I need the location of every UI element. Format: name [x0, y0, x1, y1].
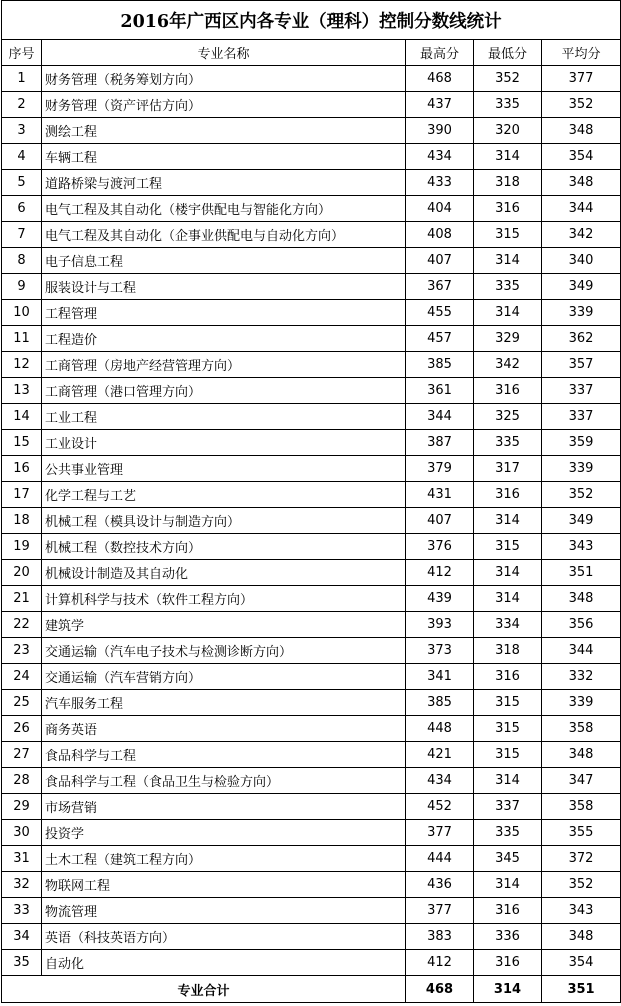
max-score: 457: [406, 326, 474, 352]
row-index: 18: [2, 508, 42, 534]
avg-score: 339: [542, 456, 621, 482]
major-name: 交通运输（汽车营销方向）: [42, 664, 406, 690]
max-score: 468: [406, 66, 474, 92]
max-score: 455: [406, 300, 474, 326]
max-score: 444: [406, 846, 474, 872]
table-row: [2, 950, 621, 976]
row-index: 17: [2, 482, 42, 508]
table-title: 2016年广西区内各专业（理科）控制分数线统计: [2, 1, 621, 40]
row-index: 10: [2, 300, 42, 326]
min-score: 345: [474, 846, 542, 872]
header-avg: 平均分: [542, 40, 621, 66]
major-name: 测绘工程: [42, 118, 406, 144]
min-score: 315: [474, 716, 542, 742]
major-name: 机械设计制造及其自动化: [42, 560, 406, 586]
avg-score: 344: [542, 638, 621, 664]
max-score: 412: [406, 950, 474, 976]
row-index: 2: [2, 92, 42, 118]
avg-score: 355: [542, 820, 621, 846]
table-row: [2, 404, 621, 430]
table-row: [2, 612, 621, 638]
major-name: 计算机科学与技术（软件工程方向）: [42, 586, 406, 612]
avg-score: 337: [542, 404, 621, 430]
total-label: 专业合计: [2, 976, 406, 1003]
row-index: 33: [2, 898, 42, 924]
header-major: 专业名称: [42, 40, 406, 66]
min-score: 315: [474, 222, 542, 248]
min-score: 342: [474, 352, 542, 378]
row-index: 7: [2, 222, 42, 248]
table-row: [2, 456, 621, 482]
row-index: 16: [2, 456, 42, 482]
major-name: 汽车服务工程: [42, 690, 406, 716]
max-score: 367: [406, 274, 474, 300]
row-index: 34: [2, 924, 42, 950]
row-index: 4: [2, 144, 42, 170]
row-index: 20: [2, 560, 42, 586]
major-name: 工程管理: [42, 300, 406, 326]
table-row: [2, 638, 621, 664]
major-name: 英语（科技英语方向）: [42, 924, 406, 950]
table-row: [2, 326, 621, 352]
max-score: 376: [406, 534, 474, 560]
min-score: 316: [474, 378, 542, 404]
min-score: 314: [474, 768, 542, 794]
row-index: 9: [2, 274, 42, 300]
major-name: 工商管理（港口管理方向）: [42, 378, 406, 404]
table-row: [2, 508, 621, 534]
max-score: 448: [406, 716, 474, 742]
avg-score: 357: [542, 352, 621, 378]
major-name: 商务英语: [42, 716, 406, 742]
min-score: 329: [474, 326, 542, 352]
avg-score: 349: [542, 274, 621, 300]
row-index: 32: [2, 872, 42, 898]
avg-score: 340: [542, 248, 621, 274]
major-name: 自动化: [42, 950, 406, 976]
min-score: 314: [474, 248, 542, 274]
avg-score: 332: [542, 664, 621, 690]
major-name: 化学工程与工艺: [42, 482, 406, 508]
max-score: 408: [406, 222, 474, 248]
major-name: 市场营销: [42, 794, 406, 820]
row-index: 25: [2, 690, 42, 716]
row-index: 13: [2, 378, 42, 404]
major-name: 财务管理（税务筹划方向）: [42, 66, 406, 92]
max-score: 341: [406, 664, 474, 690]
avg-score: 352: [542, 482, 621, 508]
avg-score: 351: [542, 560, 621, 586]
total-avg-score: 351: [542, 976, 621, 1003]
min-score: 335: [474, 430, 542, 456]
max-score: 433: [406, 170, 474, 196]
row-index: 14: [2, 404, 42, 430]
avg-score: 343: [542, 534, 621, 560]
row-index: 15: [2, 430, 42, 456]
major-name: 工业设计: [42, 430, 406, 456]
min-score: 320: [474, 118, 542, 144]
max-score: 390: [406, 118, 474, 144]
table-row: [2, 690, 621, 716]
avg-score: 348: [542, 118, 621, 144]
table-row: [2, 560, 621, 586]
table-row: [2, 794, 621, 820]
avg-score: 358: [542, 716, 621, 742]
avg-score: 358: [542, 794, 621, 820]
avg-score: 348: [542, 586, 621, 612]
table-row: [2, 820, 621, 846]
max-score: 452: [406, 794, 474, 820]
avg-score: 344: [542, 196, 621, 222]
major-name: 工程造价: [42, 326, 406, 352]
table-row: [2, 482, 621, 508]
table-row: [2, 144, 621, 170]
table-row: [2, 118, 621, 144]
major-name: 机械工程（数控技术方向）: [42, 534, 406, 560]
table-row: [2, 300, 621, 326]
max-score: 385: [406, 690, 474, 716]
avg-score: 342: [542, 222, 621, 248]
major-name: 工商管理（房地产经营管理方向）: [42, 352, 406, 378]
min-score: 315: [474, 742, 542, 768]
table-row: [2, 898, 621, 924]
avg-score: 354: [542, 950, 621, 976]
max-score: 407: [406, 508, 474, 534]
header-min: 最低分: [474, 40, 542, 66]
total-max-score: 468: [406, 976, 474, 1003]
avg-score: 356: [542, 612, 621, 638]
min-score: 335: [474, 274, 542, 300]
row-index: 22: [2, 612, 42, 638]
table-row: [2, 222, 621, 248]
min-score: 335: [474, 820, 542, 846]
min-score: 335: [474, 92, 542, 118]
table-row: [2, 274, 621, 300]
max-score: 387: [406, 430, 474, 456]
row-index: 30: [2, 820, 42, 846]
min-score: 315: [474, 534, 542, 560]
major-name: 服装设计与工程: [42, 274, 406, 300]
avg-score: 347: [542, 768, 621, 794]
header-index: 序号: [2, 40, 42, 66]
table-row: [2, 352, 621, 378]
max-score: 412: [406, 560, 474, 586]
min-score: 318: [474, 170, 542, 196]
avg-score: 349: [542, 508, 621, 534]
row-index: 28: [2, 768, 42, 794]
avg-score: 359: [542, 430, 621, 456]
major-name: 电气工程及其自动化（企事业供配电与自动化方向）: [42, 222, 406, 248]
avg-score: 362: [542, 326, 621, 352]
major-name: 食品科学与工程（食品卫生与检验方向）: [42, 768, 406, 794]
major-name: 财务管理（资产评估方向）: [42, 92, 406, 118]
min-score: 352: [474, 66, 542, 92]
min-score: 318: [474, 638, 542, 664]
major-name: 道路桥梁与渡河工程: [42, 170, 406, 196]
avg-score: 339: [542, 690, 621, 716]
row-index: 24: [2, 664, 42, 690]
row-index: 11: [2, 326, 42, 352]
avg-score: 352: [542, 92, 621, 118]
major-name: 工业工程: [42, 404, 406, 430]
min-score: 316: [474, 196, 542, 222]
row-index: 31: [2, 846, 42, 872]
min-score: 316: [474, 950, 542, 976]
row-index: 5: [2, 170, 42, 196]
header-row: [2, 40, 621, 66]
min-score: 325: [474, 404, 542, 430]
table-row: [2, 430, 621, 456]
major-name: 投资学: [42, 820, 406, 846]
avg-score: 354: [542, 144, 621, 170]
max-score: 383: [406, 924, 474, 950]
min-score: 314: [474, 872, 542, 898]
min-score: 314: [474, 508, 542, 534]
table-row: [2, 586, 621, 612]
major-name: 建筑学: [42, 612, 406, 638]
table-row: [2, 768, 621, 794]
row-index: 29: [2, 794, 42, 820]
max-score: 385: [406, 352, 474, 378]
avg-score: 337: [542, 378, 621, 404]
major-name: 土木工程（建筑工程方向）: [42, 846, 406, 872]
max-score: 439: [406, 586, 474, 612]
table-row: [2, 170, 621, 196]
row-index: 8: [2, 248, 42, 274]
avg-score: 377: [542, 66, 621, 92]
row-index: 27: [2, 742, 42, 768]
min-score: 314: [474, 300, 542, 326]
major-name: 电气工程及其自动化（楼宇供配电与智能化方向）: [42, 196, 406, 222]
max-score: 377: [406, 820, 474, 846]
max-score: 407: [406, 248, 474, 274]
table-row: [2, 534, 621, 560]
avg-score: 348: [542, 924, 621, 950]
table-row: [2, 872, 621, 898]
min-score: 334: [474, 612, 542, 638]
total-min-score: 314: [474, 976, 542, 1003]
total-row: [2, 976, 621, 1003]
avg-score: 343: [542, 898, 621, 924]
max-score: 436: [406, 872, 474, 898]
row-index: 12: [2, 352, 42, 378]
max-score: 373: [406, 638, 474, 664]
row-index: 26: [2, 716, 42, 742]
row-index: 3: [2, 118, 42, 144]
table-row: [2, 378, 621, 404]
max-score: 361: [406, 378, 474, 404]
max-score: 431: [406, 482, 474, 508]
major-name: 交通运输（汽车电子技术与检测诊断方向）: [42, 638, 406, 664]
max-score: 434: [406, 144, 474, 170]
min-score: 314: [474, 586, 542, 612]
table-row: [2, 196, 621, 222]
max-score: 377: [406, 898, 474, 924]
max-score: 393: [406, 612, 474, 638]
row-index: 35: [2, 950, 42, 976]
max-score: 421: [406, 742, 474, 768]
major-name: 电子信息工程: [42, 248, 406, 274]
major-name: 物联网工程: [42, 872, 406, 898]
min-score: 316: [474, 664, 542, 690]
table-row: [2, 248, 621, 274]
table-row: [2, 924, 621, 950]
table-row: [2, 92, 621, 118]
max-score: 344: [406, 404, 474, 430]
min-score: 315: [474, 690, 542, 716]
title-row: [2, 1, 621, 40]
min-score: 314: [474, 144, 542, 170]
min-score: 317: [474, 456, 542, 482]
max-score: 434: [406, 768, 474, 794]
table-row: [2, 742, 621, 768]
table-row: [2, 846, 621, 872]
max-score: 379: [406, 456, 474, 482]
header-max: 最高分: [406, 40, 474, 66]
major-name: 公共事业管理: [42, 456, 406, 482]
min-score: 336: [474, 924, 542, 950]
max-score: 404: [406, 196, 474, 222]
score-table: [1, 0, 621, 1003]
table-row: [2, 716, 621, 742]
major-name: 物流管理: [42, 898, 406, 924]
avg-score: 352: [542, 872, 621, 898]
row-index: 1: [2, 66, 42, 92]
row-index: 19: [2, 534, 42, 560]
row-index: 6: [2, 196, 42, 222]
major-name: 机械工程（模具设计与制造方向）: [42, 508, 406, 534]
min-score: 316: [474, 482, 542, 508]
row-index: 21: [2, 586, 42, 612]
major-name: 食品科学与工程: [42, 742, 406, 768]
min-score: 316: [474, 898, 542, 924]
table-row: [2, 66, 621, 92]
max-score: 437: [406, 92, 474, 118]
table-row: [2, 664, 621, 690]
major-name: 车辆工程: [42, 144, 406, 170]
avg-score: 348: [542, 170, 621, 196]
avg-score: 372: [542, 846, 621, 872]
min-score: 314: [474, 560, 542, 586]
min-score: 337: [474, 794, 542, 820]
row-index: 23: [2, 638, 42, 664]
avg-score: 348: [542, 742, 621, 768]
avg-score: 339: [542, 300, 621, 326]
